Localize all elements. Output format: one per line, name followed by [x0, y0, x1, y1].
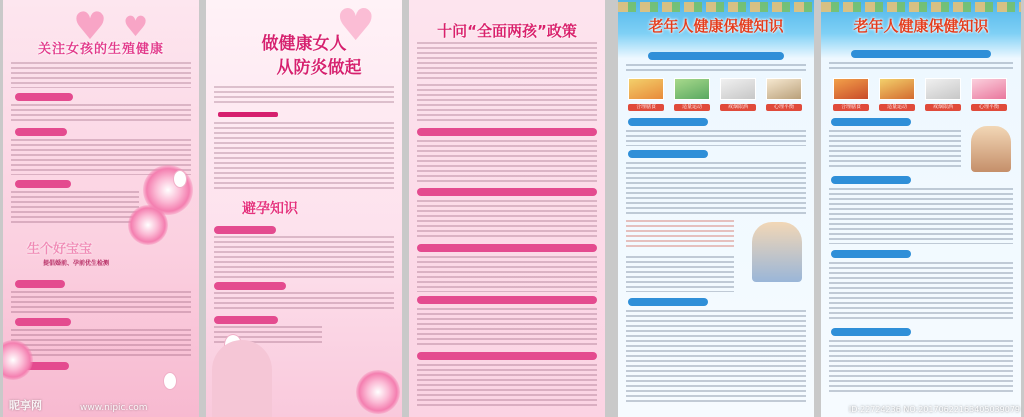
- body-text: [214, 292, 394, 312]
- section-tab: [417, 352, 597, 360]
- section-tab: [417, 244, 597, 252]
- section-tab: [851, 50, 991, 58]
- body-text: [626, 220, 734, 250]
- section-tab: [417, 188, 597, 196]
- body-text: [829, 188, 1013, 244]
- title-line: 从防炎做起: [276, 58, 362, 78]
- body-text: [417, 200, 597, 240]
- body-text: [417, 364, 597, 408]
- section-tab: [831, 328, 911, 336]
- body-text: [11, 104, 191, 124]
- section-tab: [648, 52, 784, 60]
- body-text: [626, 310, 806, 402]
- section-tab: [831, 118, 911, 126]
- body-text: [626, 256, 734, 292]
- section-tab: [15, 128, 67, 136]
- section-tab: [214, 226, 276, 234]
- body-text: [417, 140, 597, 184]
- body-text: [214, 86, 394, 106]
- caption-diet: 合理膳食: [833, 104, 869, 111]
- fruit-image: [833, 78, 869, 100]
- poster-title: 十问“全面两孩”政策: [437, 22, 577, 40]
- caption-balance: 心理平衡: [971, 104, 1007, 111]
- caption-balance: 心理平衡: [766, 104, 802, 111]
- watermark-id: ID:22724236 NO:20170622163405039079: [848, 405, 1020, 414]
- no-smoking-image: [925, 78, 961, 100]
- section-heading: 生个好宝宝: [27, 242, 93, 257]
- section-tab: [214, 282, 286, 290]
- section-tab: [15, 318, 71, 326]
- hearts-image: [971, 78, 1007, 100]
- poster-title: 老年人健康保健知识: [648, 17, 784, 35]
- section-tab: [15, 180, 71, 188]
- poster-title: 关注女孩的生殖健康: [37, 42, 164, 57]
- section-tab: [628, 118, 708, 126]
- body-text: [417, 308, 597, 348]
- section-tab: [15, 93, 73, 101]
- calligraphy-image: [766, 78, 802, 100]
- body-text: [214, 122, 394, 190]
- caption-exercise: 适量运动: [674, 104, 710, 111]
- body-text: [626, 130, 806, 146]
- body-text: [417, 42, 597, 80]
- body-text: [214, 236, 394, 278]
- body-text: [11, 62, 191, 88]
- portrait-illustration: [212, 340, 272, 417]
- avatar: [173, 170, 187, 188]
- food-pyramid-image: [628, 78, 664, 100]
- heart-decoration-icon: ♥: [73, 4, 108, 48]
- body-text: [11, 291, 191, 313]
- poster-elderly-health-2: [821, 0, 1021, 417]
- section-tab: [831, 250, 911, 258]
- poster-two-child-policy: [409, 0, 605, 417]
- body-text: [417, 256, 597, 292]
- no-smoking-image: [720, 78, 756, 100]
- body-text: [11, 329, 191, 359]
- heart-decoration-icon: ♥: [123, 10, 149, 43]
- caption-no-smoking: 戒烟限酒: [925, 104, 961, 111]
- heart-decoration-icon: ♥: [336, 0, 376, 51]
- elderly-couple-illustration: [971, 126, 1011, 172]
- poster-women-inflammation: [206, 0, 402, 417]
- exercise-image: [879, 78, 915, 100]
- body-text: [11, 191, 139, 223]
- header-figures: [821, 2, 1021, 12]
- body-text: [829, 340, 1013, 392]
- body-text: [626, 162, 806, 214]
- header-figures: [618, 2, 814, 12]
- body-text: [829, 62, 1013, 72]
- exercise-image: [674, 78, 710, 100]
- elderly-couple-illustration: [752, 222, 802, 282]
- caption-no-smoking: 戒烟限酒: [720, 104, 756, 111]
- section-tab: [628, 298, 708, 306]
- site-logo: 昵享网: [9, 399, 42, 412]
- section-heading: 避孕知识: [242, 201, 298, 217]
- watermark-site: www.nipic.com: [80, 403, 148, 413]
- body-text: [626, 64, 806, 72]
- section-subheading: [218, 112, 278, 117]
- flower-decoration-icon: [356, 370, 400, 414]
- caption-exercise: 适量运动: [879, 104, 915, 111]
- poster-title: 老年人健康保健知识: [853, 17, 989, 35]
- poster-girls-reproductive-health: [3, 0, 199, 417]
- poster-title: [212, 32, 396, 80]
- poster-elderly-health-1: [618, 0, 814, 417]
- title-line: 做健康女人: [261, 34, 347, 54]
- body-text: [829, 262, 1013, 322]
- section-tab: [417, 128, 597, 136]
- body-text: [417, 84, 597, 124]
- flower-decoration-icon: [128, 205, 168, 245]
- avatar: [163, 372, 177, 390]
- section-subheading: 提倡婚前、孕前优生检测: [43, 260, 110, 267]
- body-text: [829, 130, 961, 170]
- section-tab: [831, 176, 911, 184]
- section-tab: [214, 316, 278, 324]
- section-tab: [15, 280, 65, 288]
- section-tab: [417, 296, 597, 304]
- caption-diet: 合理膳食: [628, 104, 664, 111]
- section-tab: [628, 150, 708, 158]
